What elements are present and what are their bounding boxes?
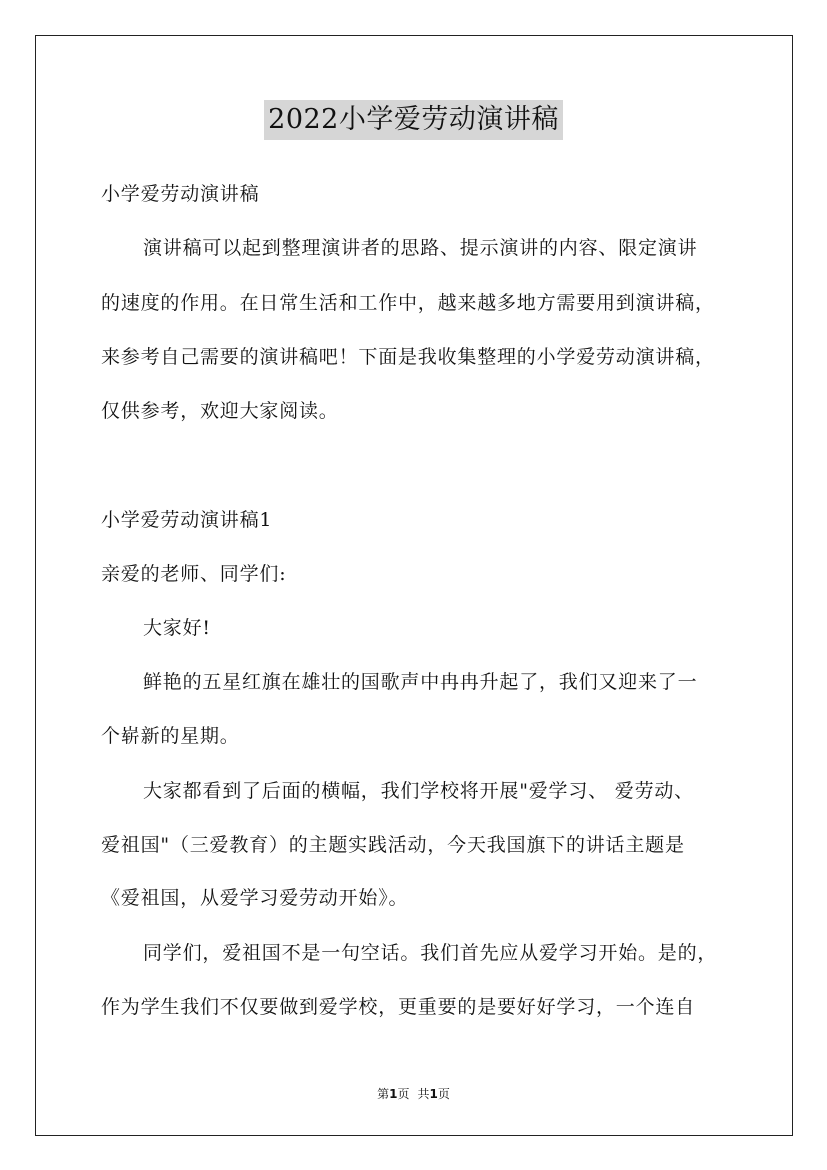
document-title: 2022小学爱劳动演讲稿 bbox=[264, 100, 563, 140]
paragraph-line: 来参考自己需要的演讲稿吧！下面是我收集整理的小学爱劳动演讲稿， bbox=[101, 346, 715, 368]
page-prefix: 第 bbox=[377, 1087, 390, 1101]
greeting: 大家好! bbox=[143, 617, 211, 639]
intro-heading: 小学爱劳动演讲稿 bbox=[101, 183, 260, 205]
paragraph-line: 鲜艳的五星红旗在雄壮的国歌声中冉冉升起了，我们又迎来了一 bbox=[143, 671, 698, 693]
paragraph-line: 作为学生我们不仅要做到爱学校，更重要的是要好好学习，一个连自 bbox=[101, 996, 696, 1018]
page-total: 1 bbox=[429, 1087, 438, 1101]
paragraph-line: 大家都看到了后面的横幅，我们学校将开展"爱学习、 爱劳动、 bbox=[143, 780, 694, 802]
page-current: 1 bbox=[389, 1087, 398, 1101]
section-heading: 小学爱劳动演讲稿1 bbox=[101, 509, 273, 531]
paragraph-line: 的速度的作用。在日常生活和工作中，越来越多地方需要用到演讲稿， bbox=[101, 292, 715, 314]
paragraph-line: 同学们，爱祖国不是一句空话。我们首先应从爱学习开始。是的， bbox=[143, 942, 718, 964]
page-suffix: 页 bbox=[397, 1087, 410, 1101]
paragraph-line: 《爱祖国，从爱学习爱劳动开始》。 bbox=[101, 887, 409, 909]
page-footer bbox=[0, 1085, 827, 1102]
total-suffix: 页 bbox=[437, 1087, 450, 1101]
paragraph-line: 仅供参考，欢迎大家阅读。 bbox=[101, 400, 339, 422]
title-container bbox=[0, 100, 827, 140]
salutation: 亲爱的老师、同学们: bbox=[101, 563, 287, 585]
paragraph-line: 爱祖国"（三爱教育）的主题实践活动，今天我国旗下的讲话主题是 bbox=[101, 834, 685, 856]
paragraph-line: 个崭新的星期。 bbox=[101, 725, 240, 747]
total-prefix: 共 bbox=[417, 1087, 430, 1101]
paragraph-line: 演讲稿可以起到整理演讲者的思路、提示演讲的内容、限定演讲 bbox=[143, 237, 698, 259]
